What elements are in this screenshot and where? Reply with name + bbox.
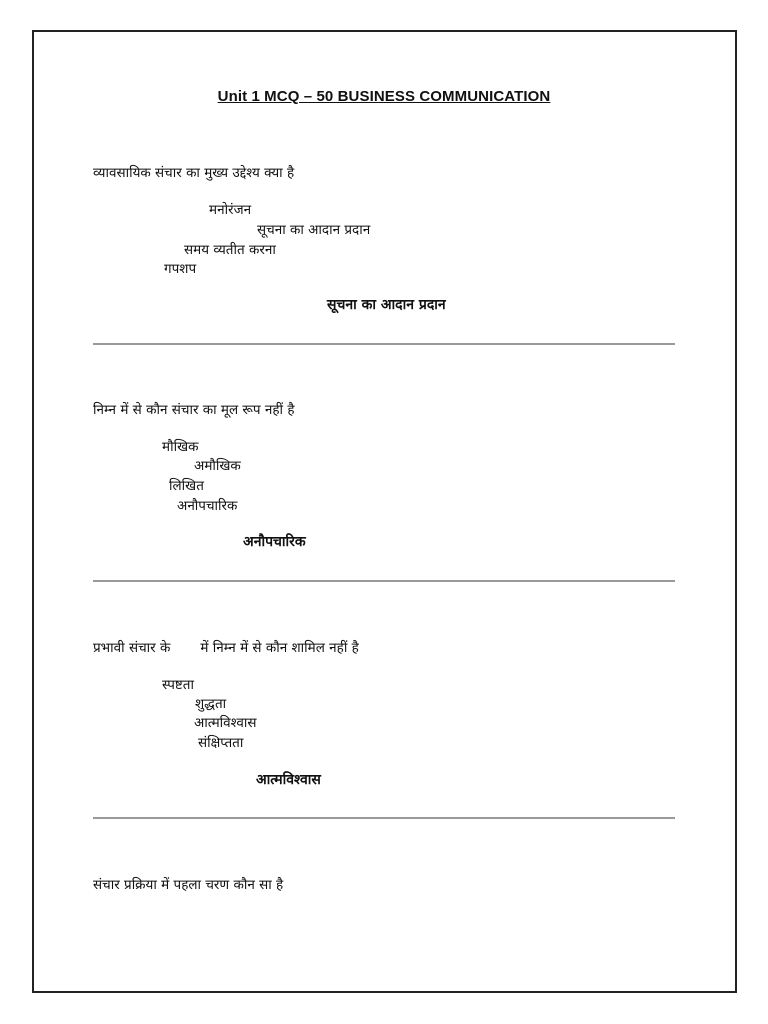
question-2-option-4: अनौपचारिक [177, 498, 238, 514]
section-divider [93, 343, 675, 345]
question-3-option-1: स्पष्टता [162, 677, 194, 693]
question-1-option-1: मनोरंजन [209, 202, 252, 218]
question-1-option-2: सूचना का आदान प्रदान [257, 222, 371, 238]
question-1-text: व्यावसायिक संचार का मुख्य उद्देश्य क्या है [93, 165, 295, 181]
question-3-option-2: शुद्धता [195, 696, 227, 712]
question-3-option-3: आत्मविश्वास [194, 715, 257, 731]
question-2-text: निम्न में से कौन संचार का मूल रूप नहीं है [93, 402, 295, 418]
question-3-text: प्रभावी संचार के में निम्न में से कौन शामिल नहीं है [93, 640, 359, 656]
question-2-option-3: लिखित [169, 478, 204, 494]
section-divider [93, 580, 675, 582]
document-title: Unit 1 MCQ – 50 BUSINESS COMMUNICATION [217, 88, 551, 105]
question-2-answer: अनौपचारिक [243, 534, 306, 550]
question-2-option-2: अमौखिक [194, 458, 241, 474]
question-2-option-1: मौखिक [162, 439, 199, 455]
section-divider [93, 817, 675, 819]
question-1-option-4: गपशप [164, 261, 197, 277]
question-3-option-4: संक्षिप्तता [198, 735, 244, 751]
question-1-option-3: समय व्यतीत करना [184, 242, 276, 258]
question-1-answer: सूचना का आदान प्रदान [327, 297, 446, 313]
question-4-text: संचार प्रक्रिया में पहला चरण कौन सा है [93, 877, 284, 893]
question-3-answer: आत्मविश्वास [256, 772, 321, 788]
